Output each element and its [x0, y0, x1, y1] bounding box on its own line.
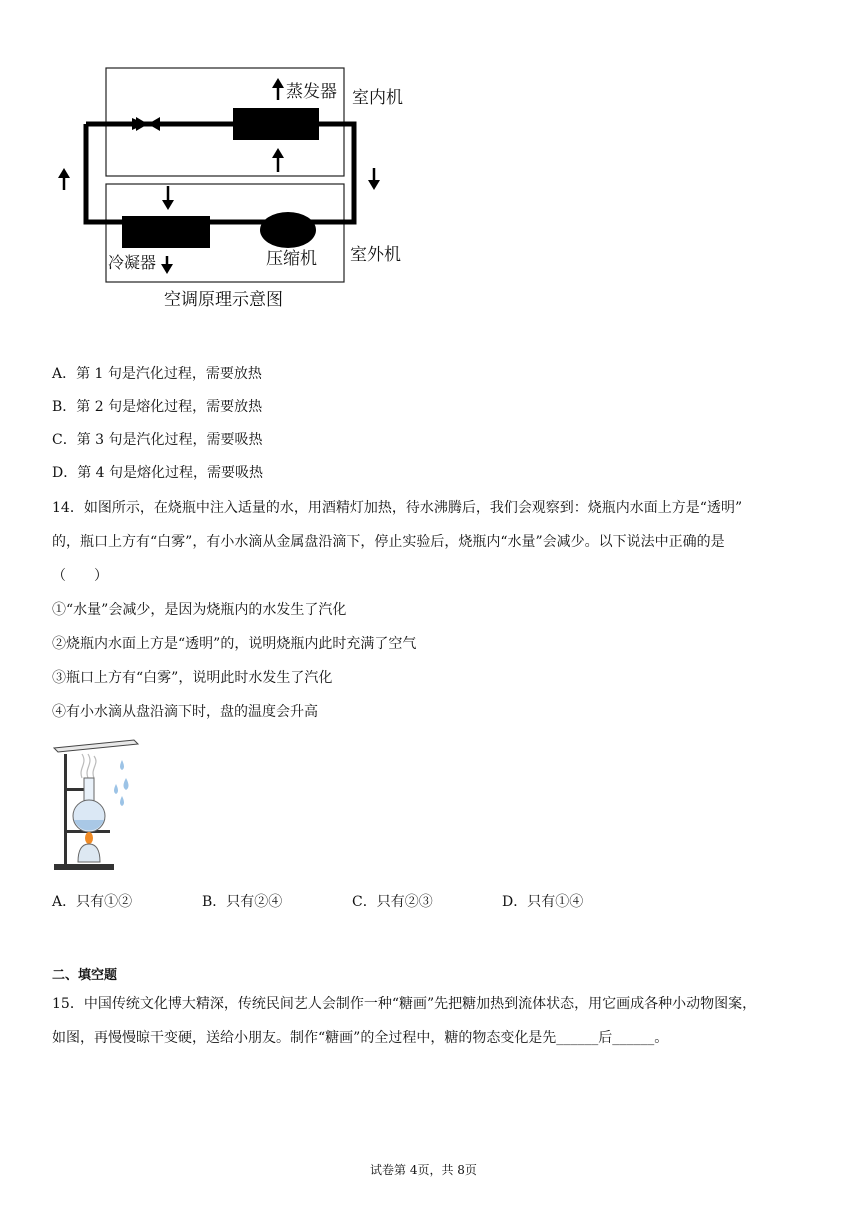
flame: [85, 832, 93, 844]
ac-principle-diagram: [50, 60, 470, 360]
q14-statement-3: ③瓶口上方有“白雾”，说明此时水发生了汽化: [52, 670, 333, 686]
up-arrow-icon: [58, 168, 70, 190]
water-drop-icon: [124, 778, 129, 790]
boiling-flask-figure: [52, 738, 152, 878]
q13-option-b: B．第 2 句是熔化过程，需要放热: [52, 399, 263, 415]
diagram-caption: 空调原理示意图: [164, 290, 283, 310]
alcohol-lamp: [78, 844, 100, 862]
q14-stem-line1: 14．如图所示，在烧瓶中注入适量的水，用酒精灯加热，待水沸腾后，我们会观察到：烧瓶内水面上方是“透明”: [52, 500, 743, 516]
label-compressor: 压缩机: [266, 249, 317, 269]
q13-option-d: D．第 4 句是熔化过程，需要吸热: [52, 465, 264, 481]
q15-line2: 如图，再慢慢晾干变硬，送给小朋友。制作“糖画”的全过程中，糖的物态变化是先______后______。: [52, 1030, 669, 1046]
page-footer: 试卷第 4页，共 8页: [370, 1163, 477, 1177]
flask-neck: [84, 778, 94, 802]
label-evaporator: 蒸发器: [286, 82, 337, 102]
label-condenser: 冷凝器: [108, 253, 157, 272]
q14-statement-4: ④有小水滴从盘沿滴下时，盘的温度会升高: [52, 704, 318, 720]
section-title: 二、填空题: [52, 968, 118, 983]
metal-tray: [54, 740, 138, 752]
down-arrow-icon: [368, 168, 380, 190]
steam: [81, 754, 96, 778]
q14-option-d: D．只有①④: [502, 894, 584, 910]
q14-option-b: B．只有②④: [202, 894, 283, 910]
up-arrow-icon: [272, 78, 284, 100]
q14-option-a: A．只有①②: [52, 894, 133, 910]
q14-statement-1: ①“水量”会减少，是因为烧瓶内的水发生了汽化: [52, 602, 347, 618]
q14-statement-2: ②烧瓶内水面上方是“透明”的，说明烧瓶内此时充满了空气: [52, 636, 417, 652]
q15-line1: 15．中国传统文化博大精深，传统民间艺人会制作一种“糖画”先把糖加热到流体状态，用它画成各种小动物图案，: [52, 996, 757, 1012]
down-arrow-icon: [161, 256, 173, 274]
water-drop-icon: [114, 784, 118, 794]
compressor-ellipse: [260, 212, 316, 248]
up-arrow-icon: [272, 148, 284, 172]
stand-rod: [64, 754, 67, 866]
q14-stem-line2: 的，瓶口上方有“白雾”，有小水滴从金属盘沿滴下，停止实验后，烧瓶内“水量”会减少。以下说法中正确的是: [52, 534, 725, 550]
down-arrow-icon: [162, 186, 174, 210]
water-drop-icon: [120, 760, 124, 770]
water-drop-icon: [120, 796, 124, 806]
label-indoor-unit: 室内机: [352, 88, 403, 108]
q14-stem-line3: （ ）: [52, 568, 108, 584]
q13-option-c: C．第 3 句是汽化过程，需要吸热: [52, 432, 263, 448]
label-outdoor-unit: 室外机: [350, 245, 401, 265]
q14-option-c: C．只有②③: [352, 894, 433, 910]
condenser-block: [122, 216, 210, 248]
stand-base: [54, 864, 114, 870]
evaporator-block: [233, 108, 319, 140]
q13-option-a: A．第 1 句是汽化过程，需要放热: [52, 366, 262, 382]
